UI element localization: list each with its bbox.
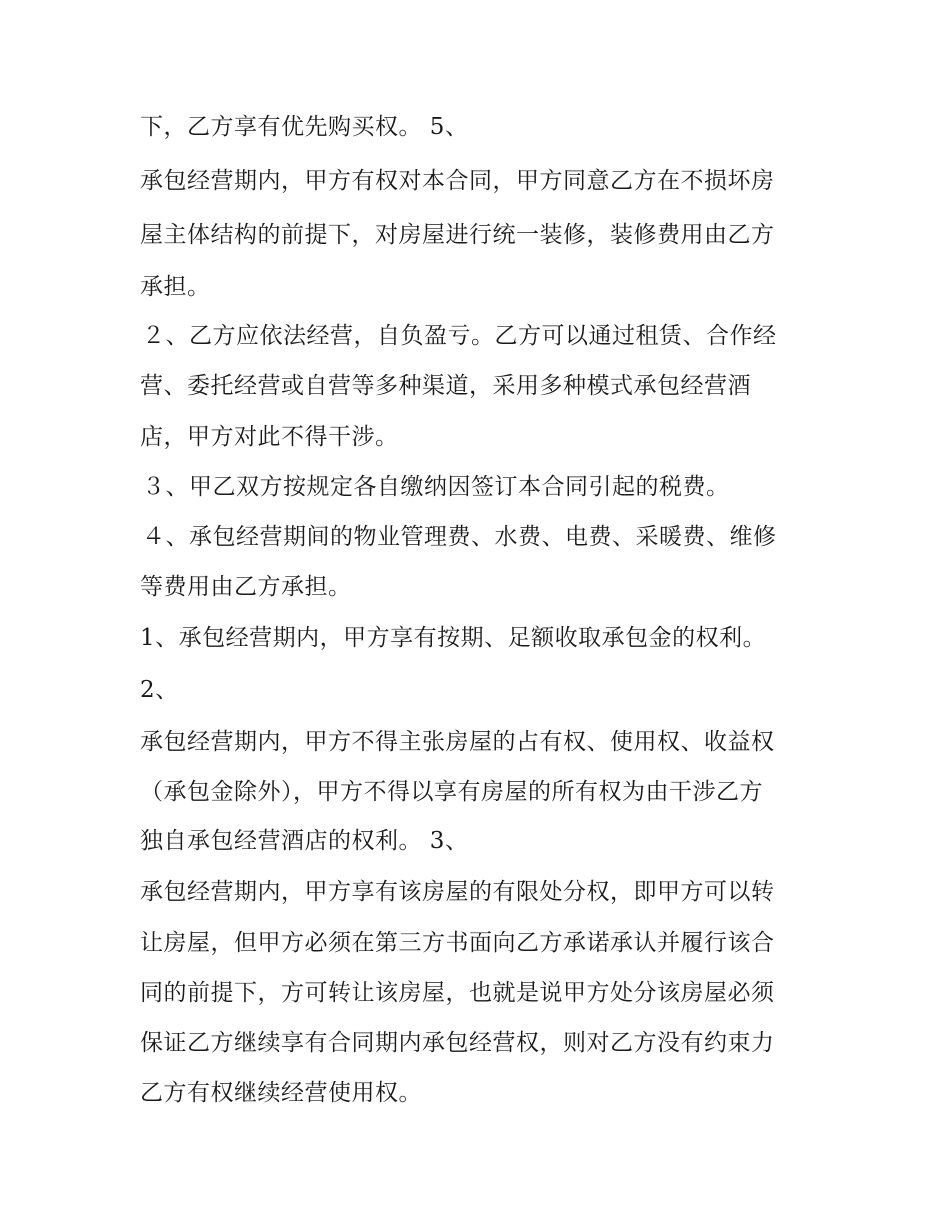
text-line: 店，甲方对此不得干涉。 [140, 424, 399, 450]
text-line: 承包经营期内，甲方不得主张房屋的占有权、使用权、收益权 [140, 729, 775, 755]
text-line: 独自承包经营酒店的权利。 3、 [140, 828, 469, 854]
text-line: 2、 [140, 677, 179, 703]
text-line: （承包金除外），甲方不得以享有房屋的所有权为由干涉乙方 [140, 779, 763, 805]
text-line: 承包经营期内，甲方有权对本合同，甲方同意乙方在不损坏房 [140, 168, 775, 194]
text-line: ３、甲乙双方按规定各自缴纳因签订本合同引起的税费。 [142, 474, 730, 500]
text-line: 乙方有权继续经营使用权。 [140, 1080, 422, 1106]
text-line: 等费用由乙方承担。 [140, 574, 352, 600]
text-line: 下，乙方享有优先购买权。 5、 [140, 114, 469, 140]
text-line: ４、承包经营期间的物业管理费、水费、电费、采暖费、维修 [142, 524, 777, 550]
text-line: 承包经营期内，甲方享有该房屋的有限处分权，即甲方可以转 [140, 879, 775, 905]
text-line: 1、承包经营期内，甲方享有按期、足额收取承包金的权利。 [140, 625, 767, 651]
text-line: 同的前提下，方可转让该房屋，也就是说甲方处分该房屋必须 [140, 980, 775, 1006]
text-line: 让房屋，但甲方必须在第三方书面向乙方承诺承认并履行该合 [140, 930, 775, 956]
text-line: 屋主体结构的前提下，对房屋进行统一装修，装修费用由乙方 [140, 222, 775, 248]
text-line: 承担。 [140, 274, 211, 300]
text-line: 保证乙方继续享有合同期内承包经营权，则对乙方没有约束力 [140, 1030, 775, 1056]
text-line: 营、委托经营或自营等多种渠道，采用多种模式承包经营酒 [140, 373, 751, 399]
text-line: ２、乙方应依法经营，自负盈亏。乙方可以通过租赁、合作经 [142, 323, 777, 349]
